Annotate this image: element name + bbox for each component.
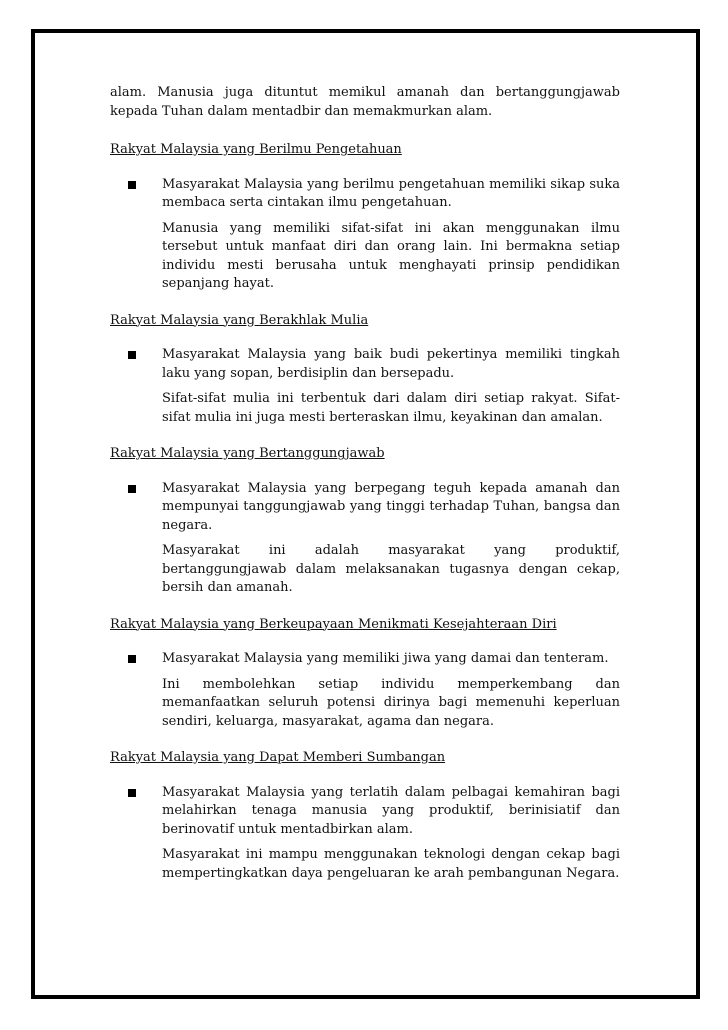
bullet-item [110, 346, 620, 383]
square-bullet-icon [128, 181, 136, 189]
section-bertanggungjawab [110, 445, 620, 598]
section-paragraph: Ini membolehkan setiap individu memperkembang dan memanfaatkan seluruh potensi dirinya bagi memenuhi keperluan sendiri, keluarga, masyarakat, agama dan negara. [162, 676, 620, 729]
bullet-text: Masyarakat Malaysia yang terlatih dalam pelbagai kemahiran bagi melahirkan tenaga manusia yang produktif, berinisiatif dan berinovatif untuk mentadbirkan alam. [162, 784, 620, 837]
section-kesejahteraan [110, 616, 620, 732]
section-heading: Rakyat Malaysia yang Berkeupayaan Menikmati Kesejahteraan Diri [110, 616, 557, 632]
bullet-text: Masyarakat Malaysia yang berilmu pengetahuan memiliki sikap suka membaca serta cintakan ilmu pengetahuan. [162, 176, 620, 210]
intro-paragraph: alam. Manusia juga dituntut memikul amanah dan bertanggungjawab kepada Tuhan dalam mentadbir dan memakmurkan alam. [110, 85, 620, 119]
bullet-item [110, 176, 620, 213]
bullet-item [110, 650, 620, 669]
bullet-text: Masyarakat Malaysia yang memiliki jiwa yang damai dan tenteram. [162, 651, 609, 666]
bullet-text: Masyarakat Malaysia yang baik budi pekertinya memiliki tingkah laku yang sopan, berdisiplin dan bersepadu. [162, 347, 620, 381]
section-heading: Rakyat Malaysia yang Dapat Memberi Sumbangan [110, 750, 446, 765]
square-bullet-icon [128, 485, 136, 493]
section-heading: Rakyat Malaysia yang Bertanggungjawab [110, 446, 385, 461]
section-berilmu [110, 141, 620, 294]
document-body [110, 84, 620, 901]
section-sumbangan [110, 749, 620, 883]
section-berakhlak [110, 312, 620, 428]
square-bullet-icon [128, 351, 136, 359]
bullet-item [110, 480, 620, 536]
square-bullet-icon [128, 789, 136, 797]
bullet-item [110, 784, 620, 840]
section-paragraph: Sifat-sifat mulia ini terbentuk dari dalam diri setiap rakyat. Sifat-sifat mulia ini juga mesti berteraskan ilmu, keyakinan dan amalan. [162, 391, 620, 425]
section-heading: Rakyat Malaysia yang Berakhlak Mulia [110, 312, 369, 328]
section-paragraph: Masyarakat ini adalah masyarakat yang produktif, bertanggungjawab dalam melaksanakan tugasnya dengan cekap, bersih dan amanah. [162, 543, 620, 595]
section-paragraph: Masyarakat ini mampu menggunakan teknologi dengan cekap bagi mempertingkatkan daya pengeluaran ke arah pembangunan Negara. [162, 847, 620, 881]
square-bullet-icon [128, 655, 136, 663]
section-heading: Rakyat Malaysia yang Berilmu Pengetahuan [110, 142, 402, 157]
section-paragraph: Manusia yang memiliki sifat-sifat ini akan menggunakan ilmu tersebut untuk manfaat diri dan orang lain. Ini bermakna setiap individu mesti berusaha untuk menghayati prinsip pendidikan sepanjang hayat. [162, 220, 620, 291]
bullet-text: Masyarakat Malaysia yang berpegang teguh kepada amanah dan mempunyai tanggungjawab yang tinggi terhadap Tuhan, bangsa dan negara. [162, 480, 620, 533]
